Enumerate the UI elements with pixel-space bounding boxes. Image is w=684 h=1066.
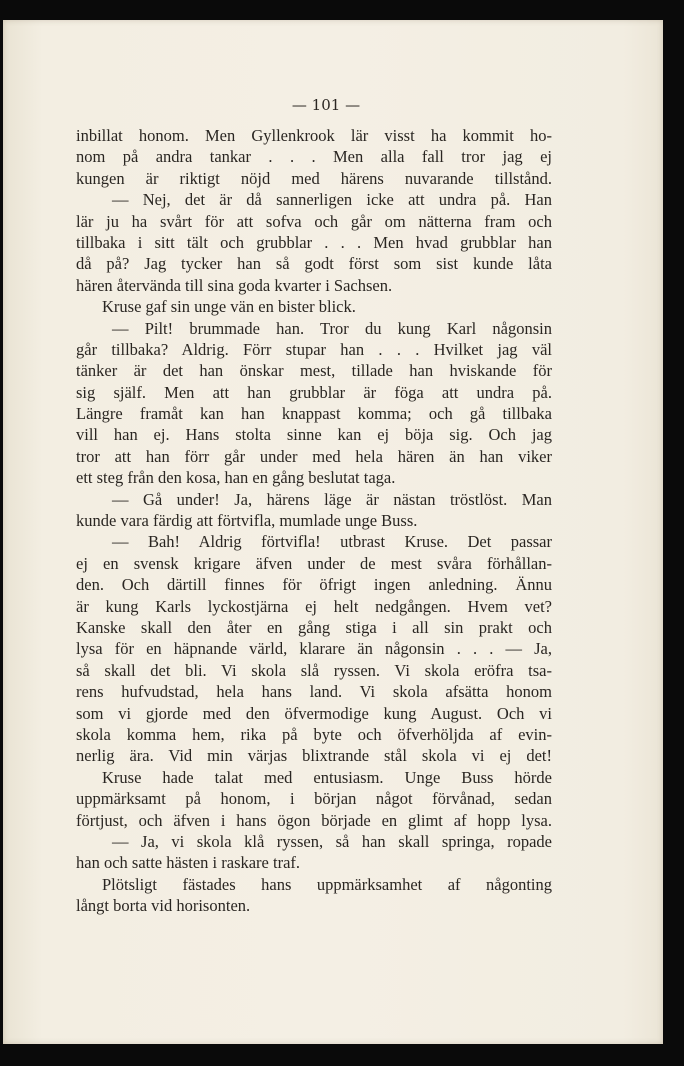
text-line: som vi gjorde med den öfvermodige kung August. Och vi	[76, 703, 552, 723]
text-line: är kung Karls lyckostjärna ej helt nedgången. Hvem vet?	[76, 596, 552, 616]
text-line: går tillbaka? Aldrig. Förr stupar han . . . Hvilket jag väl	[76, 339, 552, 359]
text-line: tillbaka i sitt tält och grubblar . . . Men hvad grubblar han	[76, 232, 552, 252]
book-page	[3, 20, 663, 1044]
text-line: — Bah! Aldrig förtvifla! utbrast Kruse. Det passar	[112, 532, 552, 552]
text-line: kunde vara färdig att förtvifla, mumlade unge Buss.	[76, 511, 418, 531]
text-line: så skall det bli. Vi skola slå ryssen. Vi skola eröfra tsa-	[76, 660, 552, 680]
page-number: — 101 —	[291, 96, 361, 114]
text-line: Kanske skall den åter en gång stiga i all sin prakt och	[76, 617, 552, 637]
text-line: hären återvända till sina goda kvarter i Sachsen.	[76, 275, 393, 295]
text-line: inbillat honom. Men Gyllenkrook lär visst ha kommit ho-	[76, 126, 552, 145]
text-line: då på? Jag tycker han så godt först som sist kunde låta	[76, 254, 552, 274]
text-line: ett steg från den kosa, han en gång beslutat taga.	[76, 468, 396, 488]
text-line: — Pilt! brummade han. Tror du kung Karl någonsin	[112, 318, 552, 338]
text-line: lär ju ha svårt för att sofva och går om nätterna fram och	[76, 211, 552, 231]
text-line: förtjust, och äfven i hans ögon började en glimt af hopp lysa.	[76, 810, 552, 830]
text-line: vill han ej. Hans stolta sinne kan ej böja sig. Och jag	[76, 425, 552, 445]
text-line: — Ja, vi skola klå ryssen, så han skall springa, ropade	[112, 831, 552, 851]
text-line: — Gå under! Ja, härens läge är nästan tröstlöst. Man	[112, 489, 552, 509]
text-line: uppmärksamt på honom, i början något förvånad, sedan	[76, 789, 552, 809]
text-line: långt borta vid horisonten.	[76, 896, 251, 916]
text-line: lysa för en häpnande värld, klarare än någonsin . . . — Ja,	[76, 639, 552, 659]
text-line: kungen är riktigt nöjd med härens nuvarande tillstånd.	[76, 168, 552, 188]
text-line: tror att han förr går under med hela hären än han viker	[76, 446, 552, 466]
text-line: ej en svensk krigare äfven under de mest svåra förhållan-	[76, 553, 552, 573]
text-line: han och satte hästen i raskare traf.	[76, 853, 301, 873]
text-line: tänker är det han önskar mest, tillade han hviskande för	[76, 361, 552, 381]
text-line: Kruse gaf sin unge vän en bister blick.	[102, 297, 356, 317]
text-line: nom på andra tankar . . . Men alla fall tror jag ej	[76, 147, 552, 167]
text-line: sig själf. Men att han grubblar är föga att undra på.	[76, 382, 552, 402]
text-line: nerlig ära. Vid min värjas blixtrande stål skola vi ej det!	[76, 746, 552, 766]
text-line: — Nej, det är då sannerligen icke att undra på. Han	[112, 190, 552, 210]
text-line: skola komma hem, rika på byte och öfverhöljda af evin-	[76, 724, 552, 744]
text-line: rens hufvudstad, hela hans land. Vi skola afsätta honom	[76, 682, 552, 702]
text-line: den. Och därtill finnes för öfrigt ingen anledning. Ännu	[76, 575, 552, 595]
text-line: Kruse hade talat med entusiasm. Unge Buss hörde	[102, 767, 552, 787]
text-line: Plötsligt fästades hans uppmärksamhet af någonting	[102, 874, 552, 894]
body-text	[76, 125, 552, 916]
text-line: Längre framåt kan han knappast komma; och gå tillbaka	[76, 404, 552, 424]
